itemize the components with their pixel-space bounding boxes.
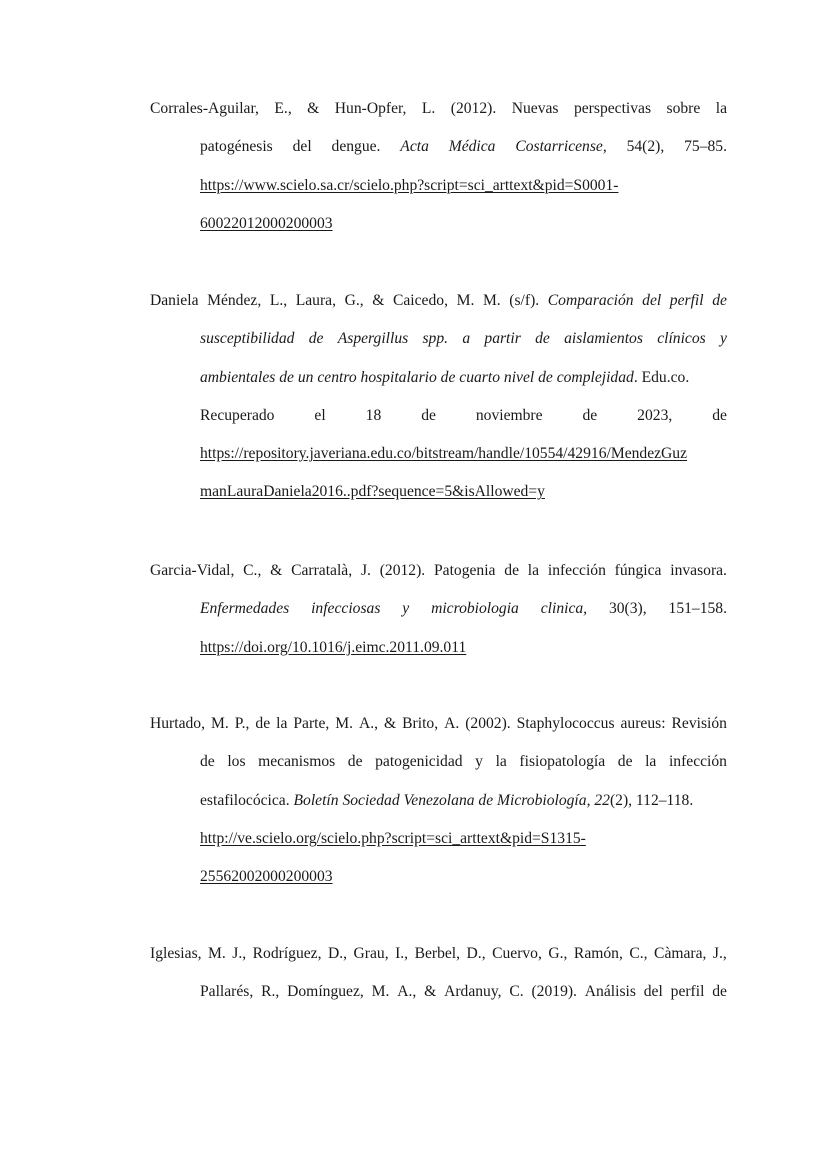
reference-link-line — [150, 858, 727, 896]
reference-entry-daniela-mendez — [150, 282, 727, 512]
reference-line: ambientales de un centro hospitalario de cuarto nivel de complejidad. Edu.co. — [200, 368, 690, 386]
reference-url-link[interactable]: http://ve.scielo.org/scielo.php?script=sci_arttext&pid=S1315- — [200, 829, 586, 847]
reference-url-link-continued[interactable]: manLauraDaniela2016..pdf?sequence=5&isAllowed=y — [200, 483, 545, 501]
reference-line: Daniela Méndez, L., Laura, G., & Caicedo, M. M. (s/f). Comparación del perfil de — [150, 292, 727, 309]
reference-line: Corrales-Aguilar, E., & Hun-Opfer, L. (2012). Nuevas perspectivas sobre la — [150, 100, 727, 117]
reference-url-link-continued[interactable]: 25562002000200003 — [200, 868, 333, 886]
reference-url-link-continued[interactable]: 60022012000200003 — [200, 214, 333, 232]
reference-link-line — [150, 629, 727, 667]
reference-line: Pallarés, R., Domínguez, M. A., & Ardanuy, C. (2019). Análisis del perfil de — [200, 983, 727, 1001]
reference-line: Recuperado el 18 de noviembre de 2023, de — [200, 406, 727, 424]
reference-line: de los mecanismos de patogenicidad y la fisiopatología de la infección — [200, 753, 727, 771]
reference-line: patogénesis del dengue. Acta Médica Costarricense, 54(2), 75–85. — [200, 138, 727, 156]
reference-line: Enfermedades infecciosas y microbiologia clinica, 30(3), 151–158. — [200, 600, 727, 618]
reference-line: Iglesias, M. J., Rodríguez, D., Grau, I., Berbel, D., Cuervo, G., Ramón, C., Càmara, J., — [150, 945, 727, 962]
reference-link-line — [150, 473, 727, 511]
reference-entry-iglesias — [150, 935, 727, 1012]
reference-link-line — [150, 205, 727, 243]
reference-entry-hurtado — [150, 705, 727, 896]
reference-link-line — [150, 820, 727, 858]
reference-line: Hurtado, M. P., de la Parte, M. A., & Brito, A. (2002). Staphylococcus aureus: Revisión — [150, 715, 727, 732]
reference-link-line — [150, 435, 727, 473]
reference-entry-garcia-vidal — [150, 552, 727, 667]
reference-line: estafilocócica. Boletín Sociedad Venezolana de Microbiología, 22(2), 112–118. — [200, 791, 694, 809]
reference-entry-corrales-aguilar — [150, 90, 727, 243]
reference-url-link[interactable]: https://repository.javeriana.edu.co/bitstream/handle/10554/42916/MendezGuz — [200, 445, 688, 463]
reference-url-link[interactable]: https://www.scielo.sa.cr/scielo.php?script=sci_arttext&pid=S0001- — [200, 176, 619, 194]
reference-link-line — [150, 167, 727, 205]
reference-doi-link[interactable]: https://doi.org/10.1016/j.eimc.2011.09.011 — [200, 638, 467, 656]
reference-line: Garcia-Vidal, C., & Carratalà, J. (2012). Patogenia de la infección fúngica invasora. — [150, 562, 727, 579]
reference-line: susceptibilidad de Aspergillus spp. a partir de aislamientos clínicos y — [200, 330, 727, 348]
